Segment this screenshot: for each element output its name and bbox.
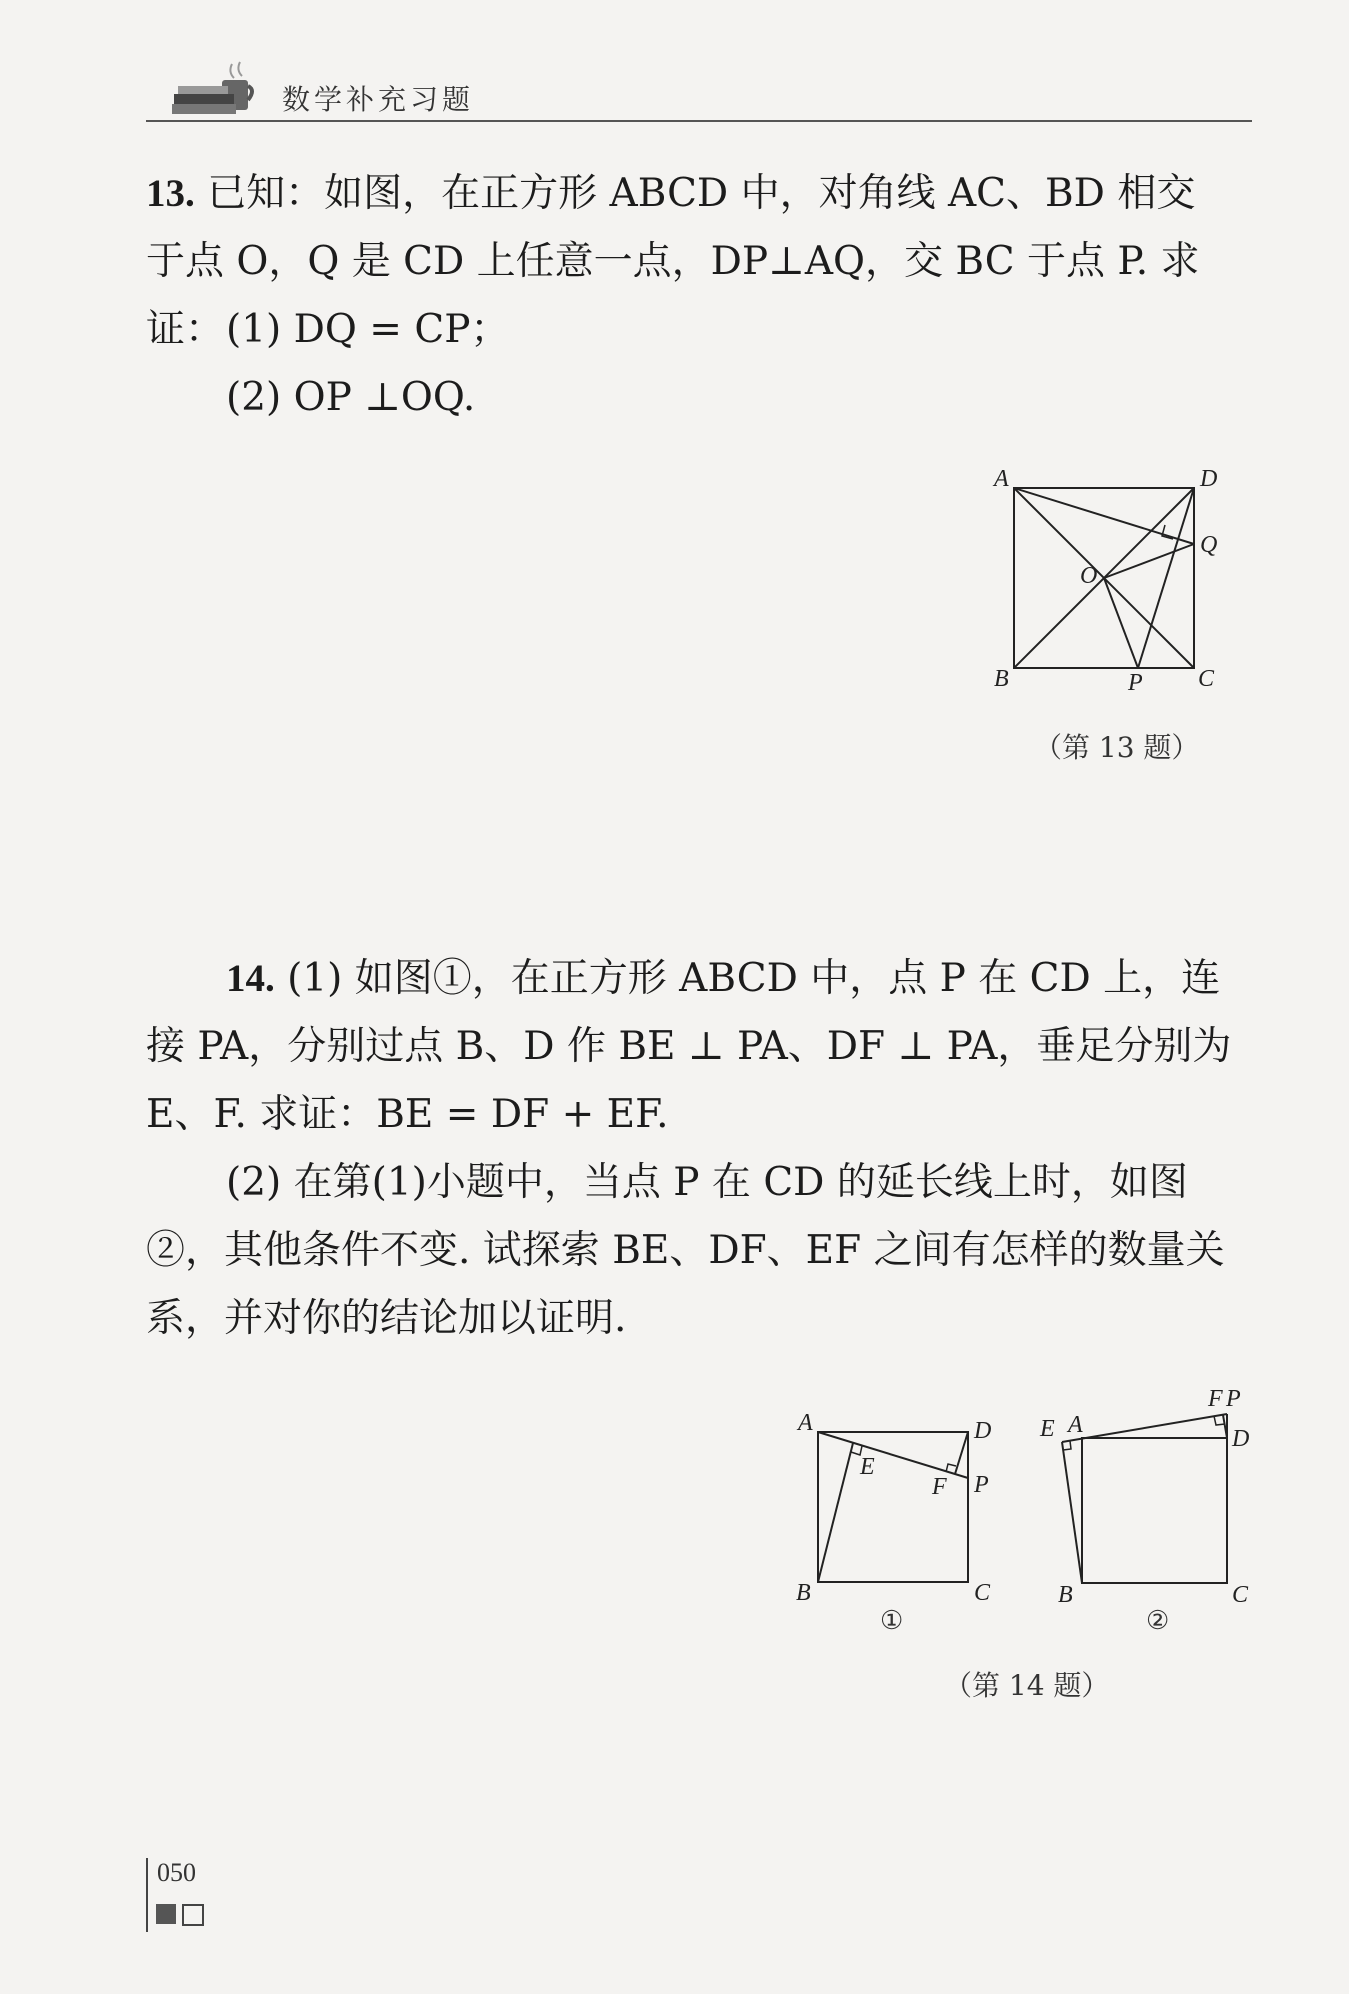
q13-line1: 已知：如图，在正方形 ABCD 中，对角线 AC、BD 相交 xyxy=(194,171,1196,216)
q14-f2-label-p: P xyxy=(1226,1386,1241,1412)
q14-figure-2 xyxy=(1030,1380,1260,1610)
q14-part1 xyxy=(146,945,1254,1149)
q14-f1-label-e: E xyxy=(860,1454,875,1480)
q14-f2-label-b: B xyxy=(1058,1582,1073,1608)
q13-label-a: A xyxy=(994,466,1009,492)
q13-number: 13. xyxy=(146,172,195,215)
footer-bar xyxy=(146,1858,148,1932)
q14-caption: （第 14 题） xyxy=(944,1669,1110,1702)
q14-f2-label-e: E xyxy=(1040,1416,1055,1442)
q14-f1-label-p: P xyxy=(974,1472,989,1498)
footer-filled-square-icon xyxy=(156,1904,176,1924)
q13-label-o: O xyxy=(1080,563,1098,589)
q14-f1-label-f: F xyxy=(932,1474,947,1500)
q13-label-p: P xyxy=(1128,670,1143,696)
q14-figure-2-number: ② xyxy=(1146,1606,1170,1636)
header-title: 数学补充习题 xyxy=(282,83,475,116)
q14-f1-line-be xyxy=(818,1443,853,1582)
q14-f2-label-a: A xyxy=(1068,1412,1083,1438)
q14-f2-square xyxy=(1082,1438,1227,1583)
q14-f1-label-a: A xyxy=(798,1410,813,1436)
q13-label-c: C xyxy=(1198,666,1215,692)
q14-f1-label-c: C xyxy=(974,1580,991,1606)
q14-f1-line-df xyxy=(955,1432,968,1474)
q14-part2: (2) 在第(1)小题中，当点 P 在 CD 的延长线上时，如图②，其他条件不变. 试探索 BE、DF、EF 之间有怎样的数量关系，并对你的结论加以证明. xyxy=(146,1160,1225,1341)
header-rule xyxy=(146,120,1252,122)
q13-caption: （第 13 题） xyxy=(1034,731,1200,764)
q14-f2-line-eb xyxy=(1062,1442,1082,1583)
q13-item1: (1) DQ = CP； xyxy=(226,307,510,352)
books-and-cup-icon xyxy=(170,58,256,120)
q13-line-op xyxy=(1104,578,1138,668)
footer-empty-square-icon xyxy=(182,1904,204,1926)
q13-item2: (2) OP ⊥OQ. xyxy=(226,375,476,420)
q14-part1-text: (1) 如图①，在正方形 ABCD 中，点 P 在 CD 上，连接 PA，分别过点 B、D 作 BE ⊥ PA、DF ⊥ PA，垂足分别为 E、F. 求证：BE = DF + EF. xyxy=(146,956,1232,1137)
q14-figure-1 xyxy=(790,1408,1000,1618)
q14-f2-label-d: D xyxy=(1232,1426,1250,1452)
q14-f2-label-f: F xyxy=(1208,1386,1223,1412)
q14-f2-label-c: C xyxy=(1232,1582,1249,1608)
q13-figure xyxy=(980,464,1240,694)
q14-f1-label-d: D xyxy=(974,1418,992,1444)
page-number: 050 xyxy=(157,1858,196,1887)
q14-f1-label-b: B xyxy=(796,1580,811,1606)
q13-label-b: B xyxy=(994,666,1009,692)
q13-line2: 于点 O，Q 是 CD 上任意一点，DP⊥AQ，交 BC 于点 P. 求证： xyxy=(146,239,1200,352)
q13-line-oq xyxy=(1104,544,1194,578)
q14-number: 14. xyxy=(226,957,275,1000)
q14-figure-1-number: ① xyxy=(880,1606,904,1636)
q13-label-d: D xyxy=(1200,466,1218,492)
q13-label-q: Q xyxy=(1200,532,1218,558)
